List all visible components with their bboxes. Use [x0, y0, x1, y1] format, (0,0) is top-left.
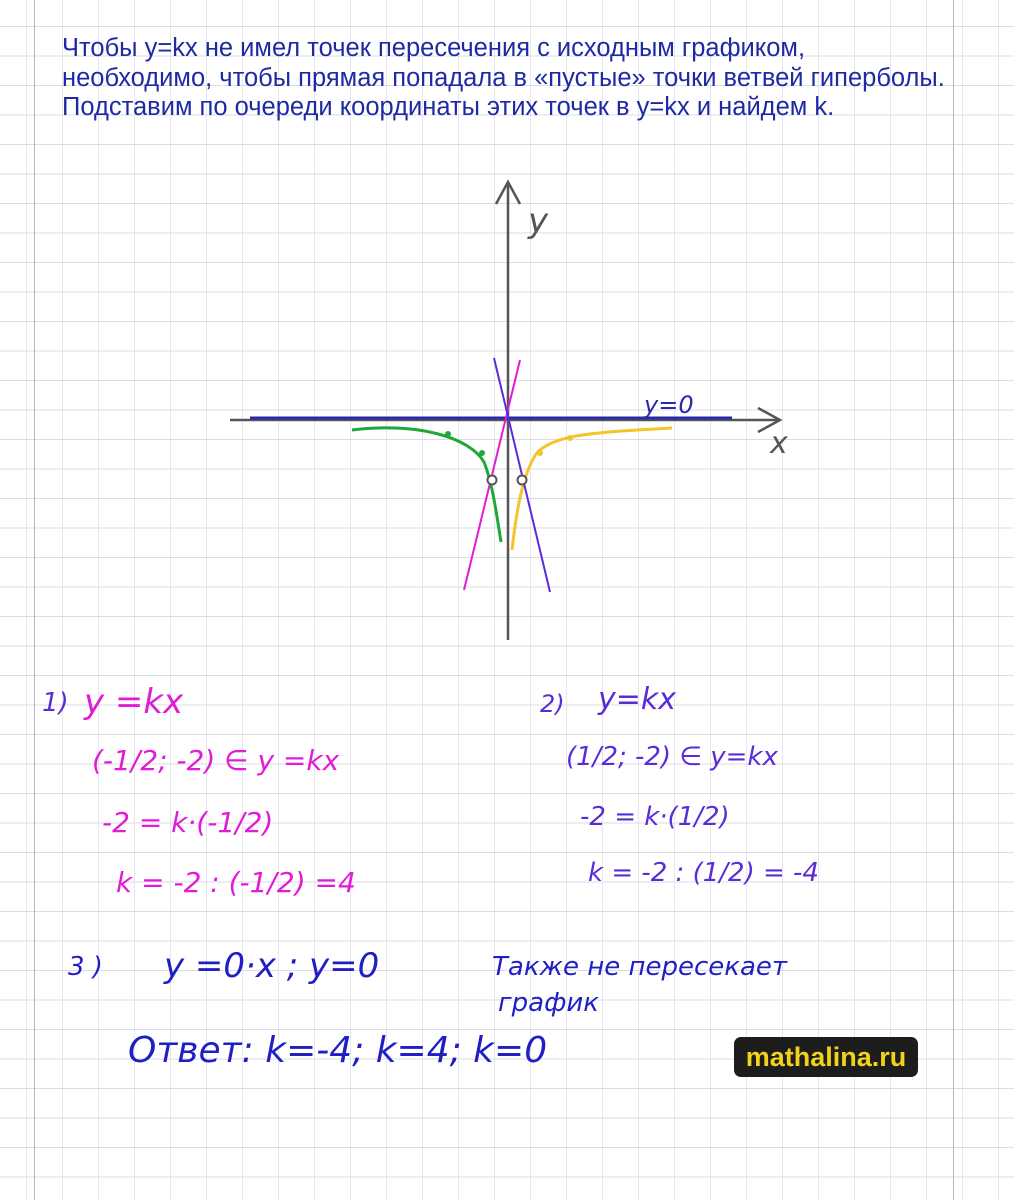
empty-point-right	[518, 476, 527, 485]
hyperbola-left-branch	[352, 428, 501, 542]
right-branch-point	[567, 435, 573, 441]
step3-equation: y =0·x ; y=0	[164, 946, 380, 986]
step3-number: 3 )	[68, 952, 103, 982]
watermark-badge: mathalina.ru	[734, 1037, 918, 1077]
step2-number: 2)	[540, 690, 565, 718]
step3-note-line1: Также не пересекает	[492, 952, 788, 982]
left-branch-point	[479, 450, 485, 456]
step1-line3: -2 = k·(-1/2)	[102, 806, 274, 839]
hyperbola-graph	[220, 170, 810, 650]
step2-line3: -2 = k·(1/2)	[580, 802, 730, 832]
step1-line1: y =kx	[84, 682, 184, 722]
step2-line1: y=kx	[598, 682, 677, 717]
step2-line4: k = -2 : (1/2) = -4	[588, 858, 819, 888]
left-branch-point	[445, 431, 451, 437]
step3-note-line2: график	[498, 988, 599, 1018]
answer-line: Ответ: k=-4; k=4; k=0	[128, 1030, 548, 1071]
empty-point-left	[488, 476, 497, 485]
step1-line2: (-1/2; -2) ∈ y =kx	[92, 744, 340, 777]
step2-line2: (1/2; -2) ∈ y=kx	[566, 742, 778, 772]
y-zero-label: y=0	[644, 391, 694, 419]
notebook-margin-left	[34, 0, 35, 1200]
intro-paragraph: Чтобы y=kx не имел точек пересечения с исходным графиком, необходимо, чтобы прямая попадала в «пустые» точки ветвей гиперболы. Подставим по очереди координаты этих точек в y=kx и найдем k.	[62, 34, 945, 121]
y-axis-label: y	[528, 201, 549, 241]
right-branch-point	[537, 450, 543, 456]
x-axis-label: x	[770, 426, 788, 461]
step1-number: 1)	[42, 688, 69, 718]
notebook-margin-right	[953, 0, 954, 1200]
step1-line4: k = -2 : (-1/2) =4	[116, 866, 356, 899]
